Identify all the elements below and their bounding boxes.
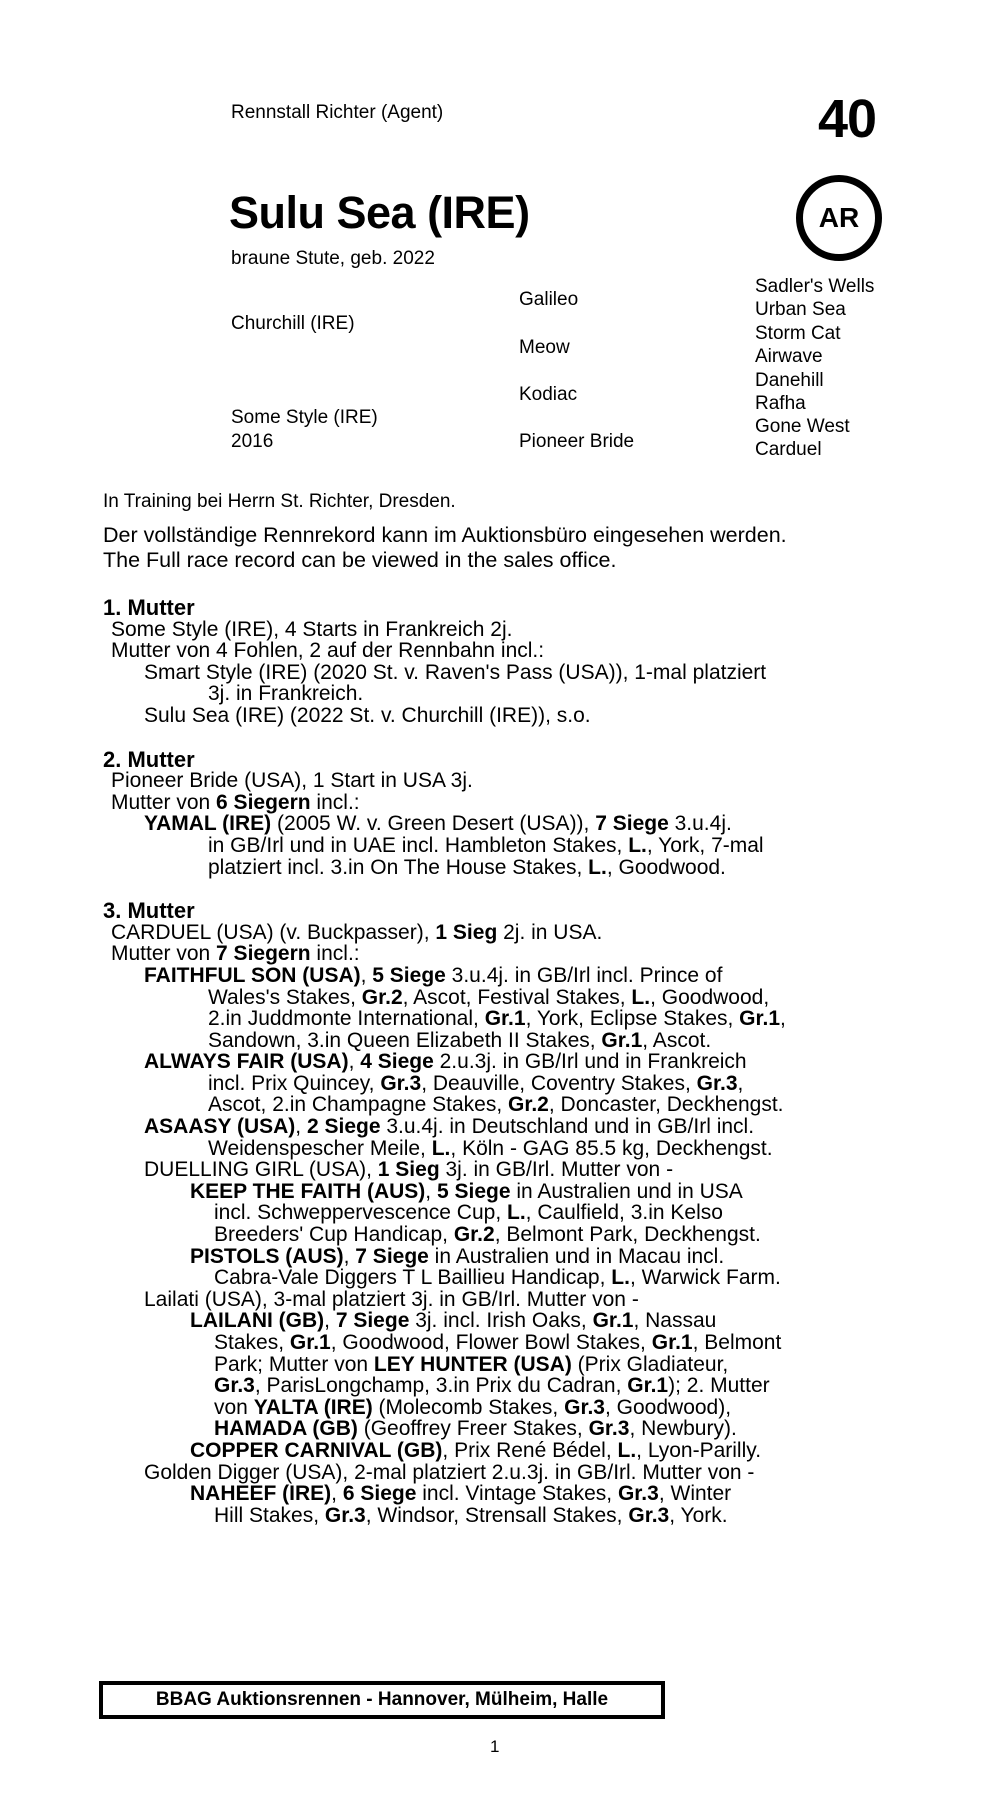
dam-summary: Some Style (IRE), 4 Starts in Frankreich 2j.	[111, 617, 513, 641]
offspring-entry: ASAASY (USA), 2 Siege 3.u.4j. in Deutschland und in GB/Irl incl. Weidenspescher Meile, L., Köln - GAG 85.5 kg, Deckhengst.	[144, 1115, 773, 1160]
page-number: 1	[490, 1737, 500, 1756]
training-note: In Training bei Herrn St. Richter, Dresden.	[103, 491, 456, 512]
dam-summary: Pioneer Bride (USA), 1 Start in USA 3j.	[111, 769, 473, 793]
pedigree-great-grandparent: Rafha	[755, 393, 806, 414]
auction-race-banner: BBAG Auktionsrennen - Hannover, Mülheim, Halle	[99, 1681, 665, 1719]
pedigree-grandparent: Pioneer Bride	[519, 431, 635, 452]
offspring-entry: DUELLING GIRL (USA), 1 Sieg 3j. in GB/Irl. Mutter von -	[144, 1158, 674, 1182]
pedigree-great-grandparent: Sadler's Wells	[755, 276, 875, 297]
horse-description: braune Stute, geb. 2022	[231, 248, 435, 269]
lot-number: 40	[818, 89, 877, 149]
offspring-entry: ALWAYS FAIR (USA), 4 Siege 2.u.3j. in GB/Irl und in Frankreich incl. Prix Quincey, Gr.3, Deauville, Coventry Stakes, Gr.3, Ascot, 2.in Champagne Stakes, Gr.2, Doncaster, Deckhengst.	[144, 1050, 784, 1117]
record-note-de: Der vollständige Rennrekord kann im Auktionsbüro eingesehen werden.	[103, 523, 787, 547]
seller-name: Rennstall Richter (Agent)	[231, 102, 444, 123]
offspring-entry: Sulu Sea (IRE) (2022 St. v. Churchill (IRE)), s.o.	[144, 703, 591, 727]
record-note-en: The Full race record can be viewed in the sales office.	[103, 548, 617, 572]
pedigree-dam-year: 2016	[231, 431, 274, 452]
section-heading-mutter-3: 3. Mutter	[103, 898, 195, 924]
dam-produce-summary: Mutter von 4 Fohlen, 2 auf der Rennbahn incl.:	[111, 639, 545, 663]
pedigree-great-grandparent: Urban Sea	[755, 299, 846, 320]
pedigree-great-grandparent: Storm Cat	[755, 323, 841, 344]
grand-offspring-entry: NAHEEF (IRE), 6 Siege incl. Vintage Stakes, Gr.3, Winter Hill Stakes, Gr.3, Windsor, Strensall Stakes, Gr.3, York.	[190, 1482, 732, 1527]
dam-line	[103, 597, 903, 1526]
offspring-entry: Golden Digger (USA), 2-mal platziert 2.u.3j. in GB/Irl. Mutter von -	[144, 1460, 755, 1484]
pedigree-great-grandparent: Carduel	[755, 439, 822, 460]
pedigree-sire: Churchill (IRE)	[231, 313, 355, 334]
pedigree-great-grandparent: Gone West	[755, 416, 850, 437]
dam-produce-summary: Mutter von 6 Siegern incl.:	[111, 790, 360, 814]
pedigree-grandparent: Meow	[519, 337, 570, 358]
pedigree-great-grandparent: Danehill	[755, 370, 824, 391]
offspring-entry: Smart Style (IRE) (2020 St. v. Raven's Pass (USA)), 1-mal platziert 3j. in Frankreich.	[144, 660, 767, 706]
section-heading-mutter-2: 2. Mutter	[103, 746, 195, 772]
pedigree-great-grandparent: Airwave	[755, 346, 823, 367]
grand-offspring-entry: LAILANI (GB), 7 Siege 3j. incl. Irish Oaks, Gr.1, Nassau Stakes, Gr.1, Goodwood, Flower Bowl Stakes, Gr.1, Belmont Park; Mutter von LEY HUNTER (USA) (Prix Gladiateur, Gr.3, ParisLongchamp, 3.in Prix du Cadran, Gr.1); 2. Mutter von YALTA (IRE) (Molecomb Stakes, Gr.3, Goodwood), HAMADA (GB) (Geoffrey Freer Stakes, Gr.3, Newbury).	[190, 1309, 782, 1441]
pedigree-grandparent: Kodiac	[519, 384, 578, 405]
dam-produce-summary: Mutter von 7 Siegern incl.:	[111, 942, 360, 966]
offspring-entry: YAMAL (IRE) (2005 W. v. Green Desert (USA)), 7 Siege 3.u.4j. in GB/Irl und in UAE incl. Hambleton Stakes, L., York, 7-mal platziert incl. 3.in On The House Stakes, L., Goodwood.	[144, 812, 764, 879]
grand-offspring-entry: KEEP THE FAITH (AUS), 5 Siege in Australien und in USA incl. Schweppervescence Cup, L., Caulfield, 3.in Kelso Breeders' Cup Handicap, Gr.2, Belmont Park, Deckhengst.	[190, 1179, 761, 1247]
record-note	[103, 523, 787, 573]
dam-summary: CARDUEL (USA) (v. Buckpasser), 1 Sieg 2j. in USA.	[111, 920, 603, 944]
section-heading-mutter-1: 1. Mutter	[103, 595, 195, 620]
grand-offspring-entry: COPPER CARNIVAL (GB), Prix René Bédel, L., Lyon-Parilly.	[190, 1438, 762, 1462]
grand-offspring-entry: PISTOLS (AUS), 7 Siege in Australien und in Macau incl. Cabra-Vale Diggers T L Baillieu Handicap, L., Warwick Farm.	[190, 1244, 781, 1290]
pedigree-dam: Some Style (IRE)	[231, 407, 378, 428]
offspring-entry: FAITHFUL SON (USA), 5 Siege 3.u.4j. in GB/Irl incl. Prince of Wales's Stakes, Gr.2, Ascot, Festival Stakes, L., Goodwood, 2.in Juddmonte International, Gr.1, York, Eclipse Stakes, Gr.1, Sandown, 3.in Queen Elizabeth II Stakes, Gr.1, Ascot.	[144, 963, 786, 1052]
ar-badge-label: AR	[818, 202, 860, 233]
pedigree-grandparent: Galileo	[519, 289, 579, 310]
horse-name: Sulu Sea (IRE)	[229, 187, 530, 238]
ar-badge-icon	[796, 175, 882, 261]
offspring-entry: Lailati (USA), 3-mal platziert 3j. in GB/Irl. Mutter von -	[144, 1287, 639, 1311]
